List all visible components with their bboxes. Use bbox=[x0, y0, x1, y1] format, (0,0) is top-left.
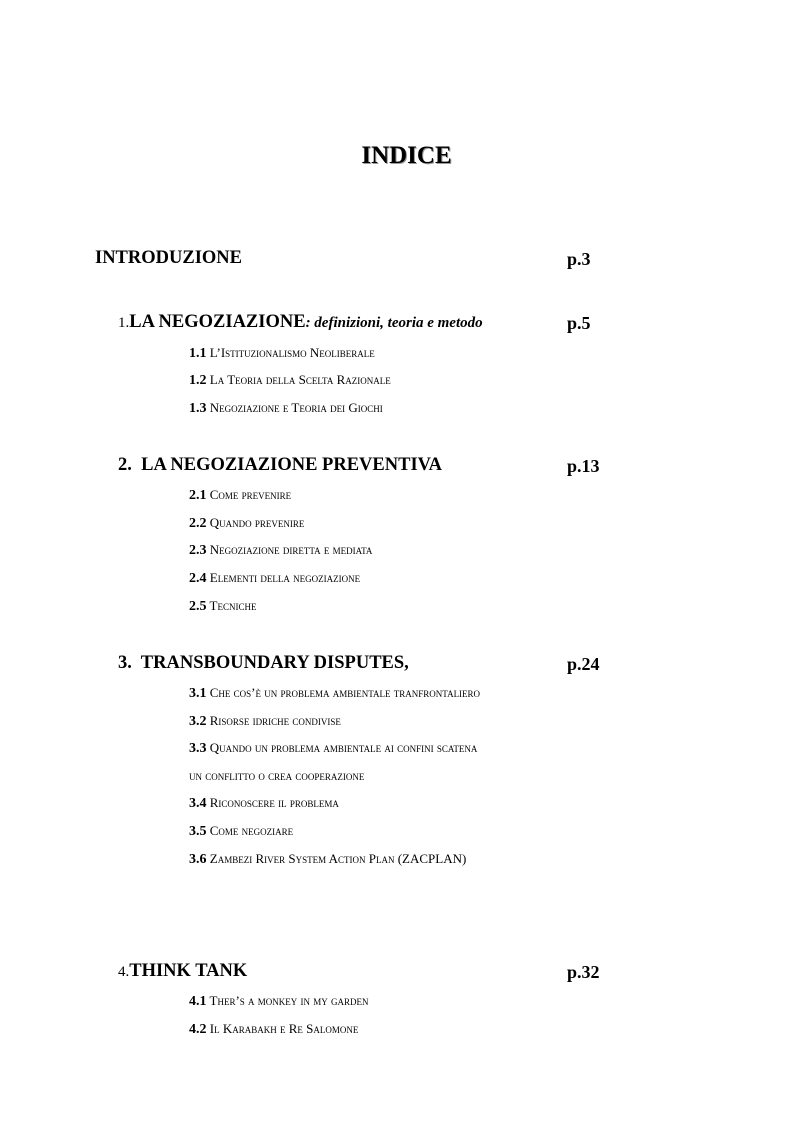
toc-chapter-title: TRANSBOUNDARY DISPUTES, bbox=[140, 653, 409, 673]
toc-section-continuation: un conflitto o crea cooperazione bbox=[189, 768, 365, 783]
toc-section: 1.1 L’Istituzionalismo Neoliberale bbox=[189, 345, 375, 361]
toc-chapter-number: 1. bbox=[118, 315, 130, 331]
toc-chapter-title: LA NEGOZIAZIONE PREVENTIVA bbox=[141, 455, 442, 475]
toc-section: 3.1 Che cos’è un problema ambientale tranfrontaliero bbox=[189, 685, 481, 701]
toc-section: 2.1 Come prevenire bbox=[189, 487, 292, 503]
toc-chapter-4-heading bbox=[118, 961, 247, 982]
toc-chapter-number: 4. bbox=[118, 964, 130, 980]
toc-section: 2.4 Elementi della negoziazione bbox=[189, 570, 361, 586]
toc-chapter-4-page: p.32 bbox=[567, 962, 600, 982]
toc-section: 3.6 Zambezi River System Action Plan (ZACPLAN) bbox=[189, 851, 467, 867]
toc-chapter-number: 3. bbox=[118, 653, 132, 673]
toc-section: 3.5 Come negoziare bbox=[189, 823, 294, 839]
toc-intro-label: INTRODUZIONE bbox=[95, 248, 242, 268]
toc-chapter-number: 2. bbox=[118, 455, 132, 475]
toc-chapter-3-heading bbox=[118, 653, 409, 674]
toc-chapter-2-page: p.13 bbox=[567, 456, 600, 476]
toc-section: 2.2 Quando prevenire bbox=[189, 515, 305, 531]
toc-section: 3.2 Risorse idriche condivise bbox=[189, 713, 341, 729]
toc-chapter-2-heading bbox=[118, 455, 442, 476]
toc-chapter-1-page: p.5 bbox=[567, 313, 591, 333]
toc-section: 3.4 Riconoscere il problema bbox=[189, 795, 339, 811]
toc-chapter-3-page: p.24 bbox=[567, 654, 600, 674]
toc-chapter-subtitle: : definizioni, teoria e metodo bbox=[305, 315, 483, 331]
toc-section: 1.3 Negoziazione e Teoria dei Giochi bbox=[189, 400, 383, 416]
toc-section: 1.2 La Teoria della Scelta Razionale bbox=[189, 372, 391, 388]
toc-intro-page: p.3 bbox=[567, 249, 591, 269]
toc-section: 2.5 Tecniche bbox=[189, 598, 257, 614]
page-title: INDICE bbox=[361, 142, 452, 169]
toc-chapter-1-heading bbox=[118, 312, 483, 333]
toc-chapter-title: THINK TANK bbox=[129, 961, 248, 981]
toc-chapter-title: LA NEGOZIAZIONE bbox=[129, 312, 306, 332]
toc-section: 2.3 Negoziazione diretta e mediata bbox=[189, 542, 373, 558]
toc-section: 4.1 Ther’s a monkey in my garden bbox=[189, 993, 369, 1009]
toc-section: 3.3 Quando un problema ambientale ai confini scatena bbox=[189, 740, 478, 756]
toc-section: 4.2 Il Karabakh e Re Salomone bbox=[189, 1021, 359, 1037]
